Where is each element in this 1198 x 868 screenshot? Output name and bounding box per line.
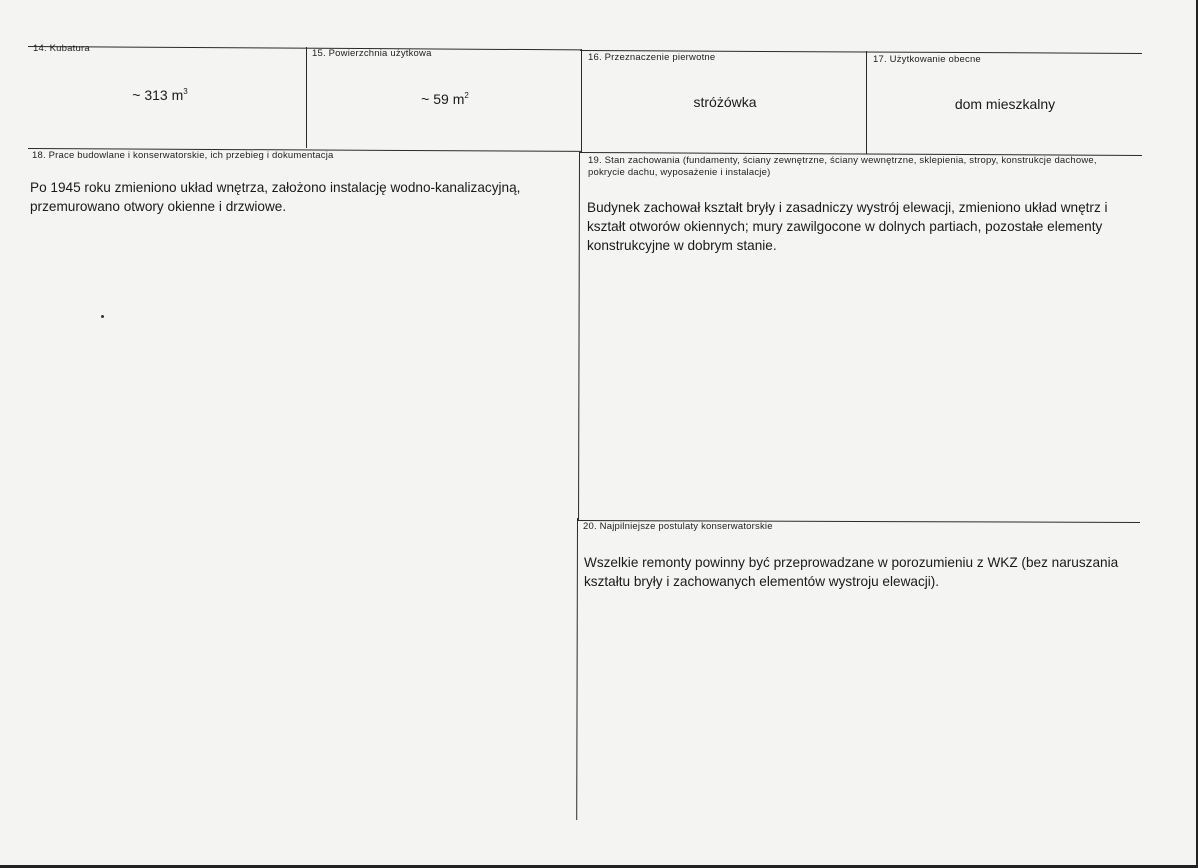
f14-label: 14. Kubatura — [33, 43, 90, 54]
row1-divider-3 — [866, 51, 867, 154]
f20-text: Wszelkie remonty powinny być przeprowadzane w porozumieniu z WKZ (bez naruszania kształtu bryły i zachowanych elementów wystroju elewacji). — [584, 555, 1119, 589]
f17-label: 17. Użytkowanie obecne — [873, 54, 981, 65]
f14-value — [100, 87, 220, 103]
f19-label: 19. Stan zachowania (fundamenty, ściany zewnętrzne, ściany wewnętrzne, sklepienia, stropy, konstrukcje dachowe, pokrycie dachu, wyposażenie i instalacje) — [588, 155, 1097, 178]
main-divider — [578, 152, 580, 520]
row1-top-line-a — [28, 46, 582, 50]
f19-text: Budynek zachował kształt bryły i zasadniczy wystrój elewacji, zmieniono układ wnętrz i kształt otworów okiennych; mury zawilgocone w dolnych partiach, pozostałe elementy konstrukcyjne w dobrym stanie. — [587, 200, 1108, 253]
f15-value-sup: 2 — [464, 91, 469, 100]
f20-label: 20. Najpilniejsze postulaty konserwatorskie — [583, 521, 773, 532]
f14-value-text: ~ 313 m — [132, 87, 184, 103]
f15-label: 15. Powierzchnia użytkowa — [312, 48, 432, 59]
row1-divider-1 — [306, 47, 307, 148]
f15-value — [385, 91, 505, 107]
row1-divider-2 — [581, 49, 582, 152]
f16-label: 16. Przeznaczenie pierwotne — [588, 52, 716, 63]
f15-value-text: ~ 59 m — [421, 91, 465, 107]
main-divider-lower — [576, 518, 578, 820]
f16-value: stróżówka — [693, 94, 757, 110]
f17-value: dom mieszkalny — [954, 96, 1056, 112]
speck-mark — [101, 315, 104, 318]
f14-value-sup: 3 — [183, 87, 188, 96]
f18-label: 18. Prace budowlane i konserwatorskie, ich przebieg i dokumentacja — [32, 150, 334, 161]
f18-text: Po 1945 roku zmieniono układ wnętrza, założono instalację wodno-kanalizacyjną, przemurowano otwory okienne i drzwiowe. — [30, 180, 521, 214]
